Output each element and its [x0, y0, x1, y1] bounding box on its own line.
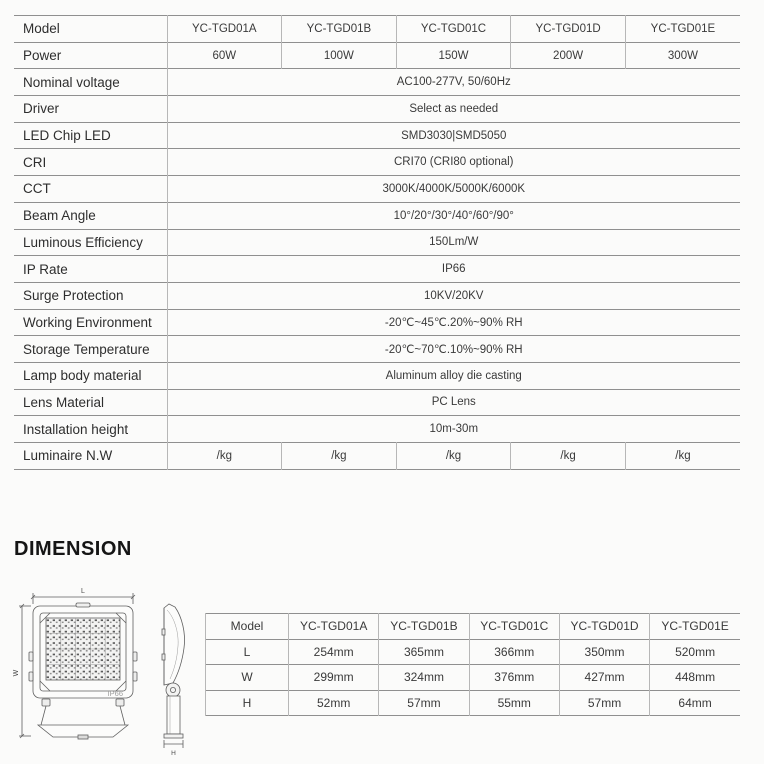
dimension-header-cell: YC-TGD01A — [289, 614, 379, 640]
spec-power-cell: 60W — [167, 42, 282, 69]
spec-model-cell: YC-TGD01B — [282, 16, 397, 43]
dimension-cell: 365mm — [379, 639, 469, 665]
dimension-cell: 324mm — [379, 665, 469, 691]
dimension-row-label: L — [206, 639, 289, 665]
dimension-cell: 448mm — [650, 665, 740, 691]
spec-row-value: 10°/20°/30°/40°/60°/90° — [167, 202, 740, 229]
spec-row-label: Lamp body material — [23, 368, 142, 384]
spec-row-label: Storage Temperature — [23, 341, 150, 357]
dimension-cell: 254mm — [289, 639, 379, 665]
dimension-cell: 52mm — [289, 690, 379, 716]
spec-power-cell: 150W — [396, 42, 511, 69]
dimension-row-length — [206, 639, 741, 665]
spec-row — [14, 69, 740, 96]
spec-row-value: Aluminum alloy die casting — [167, 362, 740, 389]
dimension-cell: 299mm — [289, 665, 379, 691]
dimension-header-cell: YC-TGD01D — [559, 614, 649, 640]
spec-row — [14, 122, 740, 149]
spec-row-value: 10KV/20KV — [167, 282, 740, 309]
spec-model-cell: YC-TGD01A — [167, 16, 282, 43]
spec-weight-cell: /kg — [396, 443, 511, 470]
dimension-header-cell: Model — [206, 614, 289, 640]
spec-row-value: SMD3030|SMD5050 — [167, 122, 740, 149]
spec-row — [14, 362, 740, 389]
spec-row-value: 3000K/4000K/5000K/6000K — [167, 176, 740, 203]
dimension-cell: 376mm — [469, 665, 559, 691]
spec-row-label: Beam Angle — [23, 208, 96, 224]
dimension-cell: 57mm — [559, 690, 649, 716]
dimension-header-cell: YC-TGD01C — [469, 614, 559, 640]
spec-row-label: Power — [23, 48, 62, 64]
spec-row-label: Installation height — [23, 421, 129, 437]
spec-row — [14, 176, 740, 203]
spec-weight-cell: /kg — [167, 443, 282, 470]
spec-row-label: LED Chip LED — [23, 128, 111, 144]
spec-row — [14, 309, 740, 336]
floodlight-side-view-drawing — [162, 604, 185, 748]
spec-row-label: CRI — [23, 154, 47, 170]
dimension-header-row — [206, 614, 741, 640]
dimension-row-label: W — [206, 665, 289, 691]
dimension-cell: 350mm — [559, 639, 649, 665]
spec-row-value: -20℃~70℃.10%~90% RH — [167, 336, 740, 363]
dimension-row-width — [206, 665, 741, 691]
spec-row — [14, 202, 740, 229]
dimension-row-height — [206, 690, 741, 716]
spec-row-model — [14, 16, 740, 43]
ip-rating-label: IP66 — [107, 689, 123, 698]
dimension-header-cell: YC-TGD01B — [379, 614, 469, 640]
spec-row-label: Model — [23, 21, 60, 37]
dimension-cell: 366mm — [469, 639, 559, 665]
spec-row-label: Working Environment — [23, 314, 152, 330]
spec-weight-cell: /kg — [282, 443, 397, 470]
spec-table — [14, 15, 740, 470]
spec-model-cell: YC-TGD01C — [396, 16, 511, 43]
spec-row-value: PC Lens — [167, 389, 740, 416]
dimension-header-cell: YC-TGD01E — [650, 614, 740, 640]
spec-model-cell: YC-TGD01D — [511, 16, 626, 43]
dimension-cell: 427mm — [559, 665, 649, 691]
spec-row — [14, 416, 740, 443]
dimension-cell: 55mm — [469, 690, 559, 716]
dimension-cell: 64mm — [650, 690, 740, 716]
spec-row-power — [14, 42, 740, 69]
dimension-row-label: H — [206, 690, 289, 716]
floodlight-front-view-drawing — [19, 593, 137, 739]
spec-row-value: IP66 — [167, 256, 740, 283]
spec-row — [14, 389, 740, 416]
dimension-cell: 520mm — [650, 639, 740, 665]
spec-row-label: Surge Protection — [23, 288, 124, 304]
spec-row-value: 10m-30m — [167, 416, 740, 443]
spec-row-value: CRI70 (CRI80 optional) — [167, 149, 740, 176]
dim-width-label: W — [13, 669, 20, 677]
spec-row-weight — [14, 443, 740, 470]
dim-length-label: L — [81, 588, 85, 595]
spec-row-label: IP Rate — [23, 261, 68, 277]
floodlight-dimension-drawing — [10, 584, 210, 760]
spec-row-label: Driver — [23, 101, 59, 117]
spec-row-label: Luminous Efficiency — [23, 234, 143, 250]
spec-row — [14, 282, 740, 309]
spec-weight-cell: /kg — [511, 443, 626, 470]
spec-row — [14, 256, 740, 283]
spec-weight-cell: /kg — [625, 443, 740, 470]
spec-power-cell: 100W — [282, 42, 397, 69]
spec-row-label: CCT — [23, 181, 51, 197]
spec-row — [14, 149, 740, 176]
dim-height-label: H — [171, 750, 176, 757]
spec-row — [14, 336, 740, 363]
spec-row — [14, 229, 740, 256]
dimension-table — [205, 613, 740, 716]
dimension-section-title: DIMENSION — [14, 538, 132, 560]
spec-row-label: Nominal voltage — [23, 74, 120, 90]
spec-power-cell: 300W — [625, 42, 740, 69]
spec-row-label: Lens Material — [23, 394, 105, 410]
dimension-cell: 57mm — [379, 690, 469, 716]
spec-row-value: -20℃~45℃.20%~90% RH — [167, 309, 740, 336]
spec-row — [14, 96, 740, 123]
spec-row-value: 150Lm/W — [167, 229, 740, 256]
spec-row-label: Luminaire N.W — [23, 448, 113, 464]
spec-row-value: AC100-277V, 50/60Hz — [167, 69, 740, 96]
spec-row-value: Select as needed — [167, 96, 740, 123]
spec-model-cell: YC-TGD01E — [625, 16, 740, 43]
spec-power-cell: 200W — [511, 42, 626, 69]
